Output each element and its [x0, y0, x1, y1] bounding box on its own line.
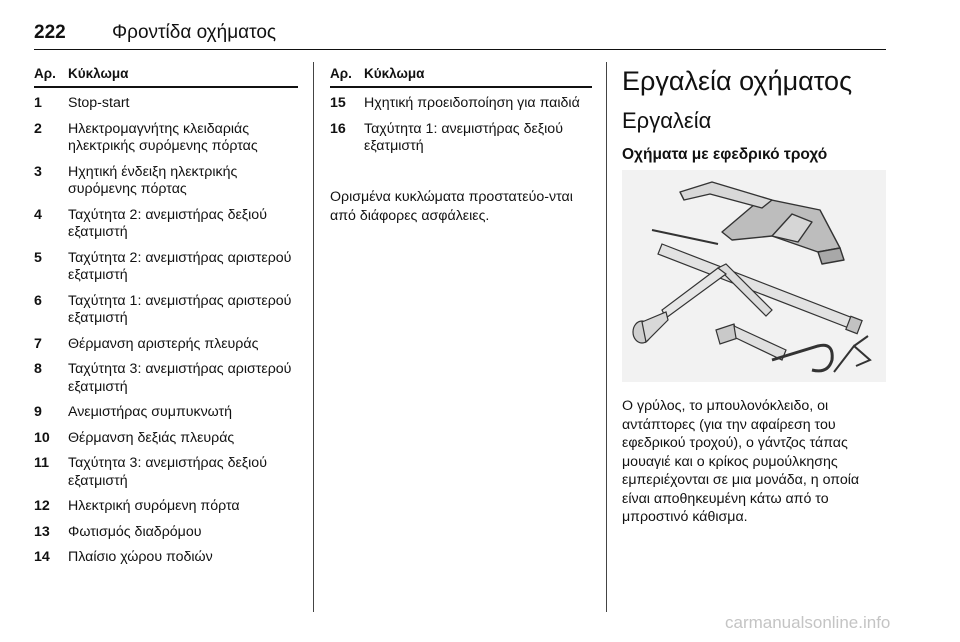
watermark: carmanualsonline.info	[725, 613, 891, 632]
row-number: 12	[34, 498, 50, 514]
table-row	[34, 404, 298, 422]
row-circuit: Φωτισμός διαδρόμου	[68, 523, 202, 540]
row-number: 3	[34, 163, 42, 180]
row-circuit: Ταχύτητα 1: ανεμιστήρας δεξιού εξατμιστή	[364, 120, 563, 154]
table-row	[34, 549, 298, 567]
table-row	[34, 361, 298, 396]
row-circuit: Stop-start	[68, 95, 130, 111]
column-header-number: Αρ.	[330, 66, 352, 81]
wheel-brace-icon	[633, 264, 772, 343]
subsection-heading: Εργαλεία	[622, 108, 712, 133]
table-row	[330, 95, 592, 113]
table-header	[330, 66, 592, 88]
fuse-table-middle	[330, 66, 592, 156]
page-title: Φροντίδα οχήματος	[112, 22, 277, 43]
row-circuit: Θέρμανση αριστερής πλευράς	[68, 335, 259, 352]
tools-drawing	[622, 170, 886, 382]
table-body	[330, 95, 592, 156]
fuse-note: Ορισμένα κυκλώματα προστατεύο-νται από διάφορες ασφάλειες.	[330, 189, 573, 224]
row-number: 2	[34, 120, 42, 137]
row-number: 13	[34, 523, 50, 540]
row-circuit: Ταχύτητα 1: ανεμιστήρας αριστερού εξατμιστή	[68, 292, 292, 326]
column-header-circuit: Κύκλωμα	[364, 66, 425, 81]
table-row	[34, 164, 298, 199]
row-number: 14	[34, 549, 50, 565]
row-number: 1	[34, 95, 42, 111]
table-row	[330, 121, 592, 156]
row-circuit: Ταχύτητα 2: ανεμιστήρας αριστερού εξατμιστή	[68, 249, 292, 283]
column-header-number: Αρ.	[34, 66, 56, 81]
row-number: 11	[34, 455, 49, 471]
table-row	[34, 498, 298, 516]
table-row	[34, 95, 298, 113]
column-header-circuit: Κύκλωμα	[68, 66, 129, 81]
tools-description: Ο γρύλος, το μπουλονόκλειδο, οι αντάπτορες (για την αφαίρεση του εφεδρικού τροχού), ο γάντζος τάπας μουαγιέ και ο κρίκος ρυμούλκησης εμπεριέχονται σε μια μονάδα, η οποία είναι αποθηκευμένη κάτω από το μπροστινό κάθισμα.	[622, 398, 860, 525]
row-circuit: Θέρμανση δεξιάς πλευράς	[68, 429, 235, 446]
table-row	[34, 121, 298, 156]
row-circuit: Πλαίσιο χώρου ποδιών	[68, 549, 213, 565]
table-header	[34, 66, 298, 88]
column-divider-right	[606, 62, 607, 612]
row-circuit: Ανεμιστήρας συμπυκνωτή	[68, 404, 233, 420]
row-number: 9	[34, 404, 42, 420]
row-number: 15	[330, 95, 346, 111]
row-circuit: Ηχητική προειδοποίηση για παιδιά	[364, 95, 580, 111]
table-row	[34, 207, 298, 242]
table-row	[34, 336, 298, 354]
table-row	[34, 293, 298, 328]
row-number: 7	[34, 335, 42, 352]
table-row	[34, 524, 298, 542]
row-number: 5	[34, 249, 42, 266]
jack-icon	[680, 182, 844, 264]
row-number: 8	[34, 361, 42, 377]
row-number: 6	[34, 292, 42, 309]
row-circuit: Ταχύτητα 3: ανεμιστήρας δεξιού εξατμιστή	[68, 455, 267, 489]
towing-eye-icon	[834, 336, 870, 372]
page-number: 222	[34, 22, 66, 43]
page-header	[34, 8, 886, 50]
row-number: 16	[330, 120, 346, 137]
fuse-table-left	[34, 66, 298, 567]
row-number: 10	[34, 429, 50, 446]
row-circuit: Ηλεκτρομαγνήτης κλειδαριάς ηλεκτρικής συρόμενης πόρτας	[68, 120, 258, 154]
row-circuit: Ηλεκτρική συρόμενη πόρτα	[68, 498, 240, 514]
topic-heading: Οχήματα με εφεδρικό τροχό	[622, 146, 828, 163]
row-circuit: Ταχύτητα 2: ανεμιστήρας δεξιού εξατμιστή	[68, 206, 267, 240]
row-circuit: Ταχύτητα 3: ανεμιστήρας αριστερού εξατμιστή	[68, 361, 292, 395]
table-body	[34, 95, 298, 567]
table-row	[34, 455, 298, 490]
table-row	[34, 430, 298, 448]
row-number: 4	[34, 206, 42, 223]
adapter-icon	[716, 324, 786, 360]
table-row	[34, 250, 298, 285]
column-divider-left	[313, 62, 314, 612]
row-circuit: Ηχητική ένδειξη ηλεκτρικής συρόμενης πόρτας	[68, 163, 238, 197]
section-heading: Εργαλεία οχήματος	[622, 66, 853, 96]
vehicle-tools-illustration	[622, 170, 886, 382]
